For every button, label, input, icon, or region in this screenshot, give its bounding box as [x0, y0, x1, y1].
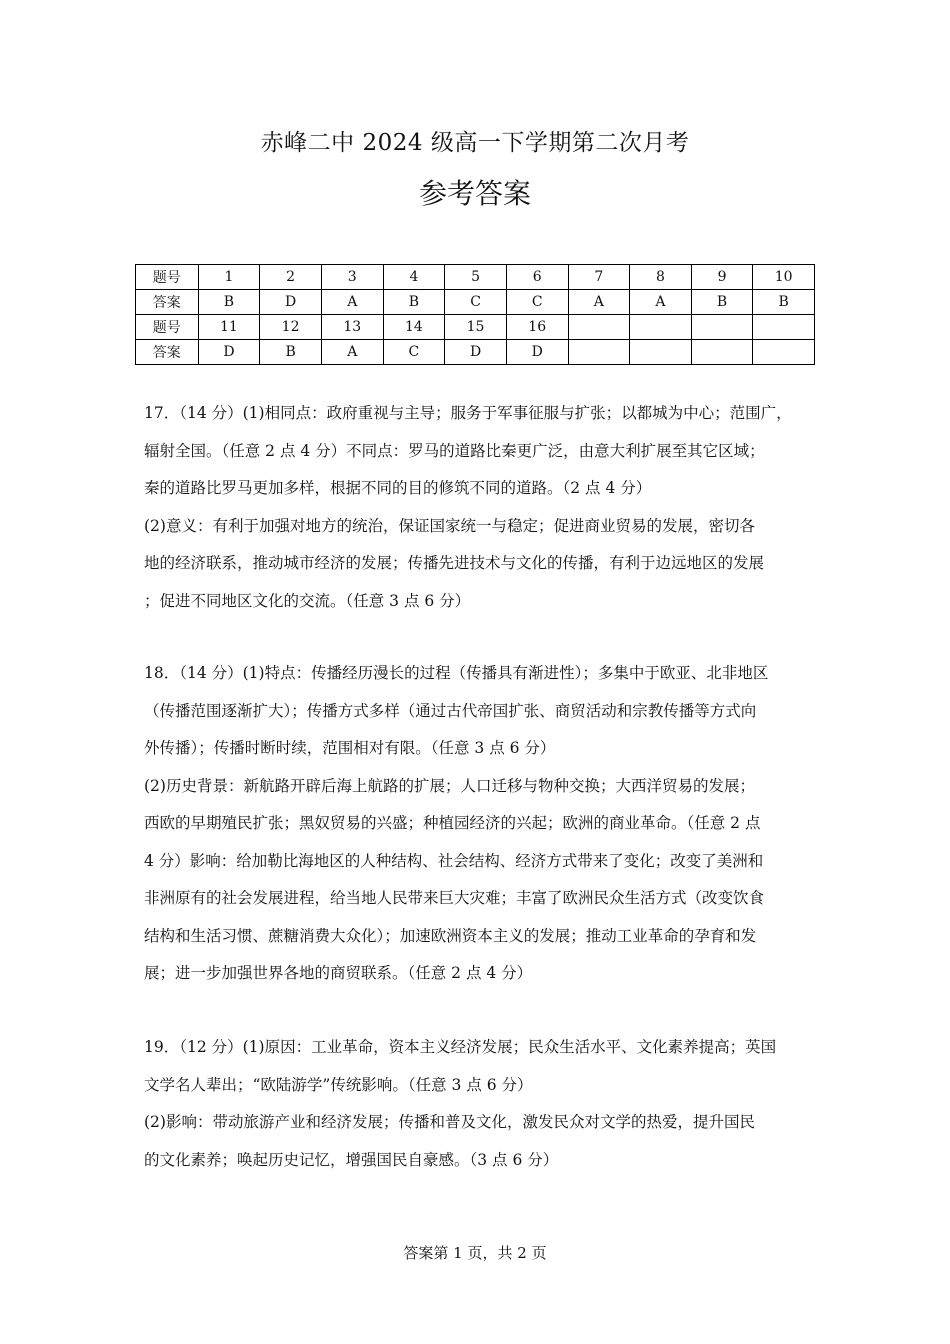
row-header: 答案: [136, 290, 199, 315]
table-cell: D: [260, 290, 322, 315]
table-cell: 4: [383, 265, 445, 290]
table-cell: 16: [506, 315, 568, 340]
table-cell: [568, 340, 630, 365]
table-cell: A: [321, 290, 383, 315]
answer-line: 17．（14 分）(1)相同点：政府重视与主导；服务于军事征服与扩张；以都城为中心；范围广，: [144, 404, 792, 422]
question-18: [144, 655, 834, 993]
table-cell: 8: [630, 265, 692, 290]
table-cell: B: [198, 290, 260, 315]
question-17: [144, 395, 834, 620]
answer-line: 外传播）；传播时断时续，范围相对有限。（任意 3 点 6 分）: [144, 739, 556, 757]
table-cell: 10: [753, 265, 815, 290]
row-header: 题号: [136, 315, 199, 340]
table-cell: [691, 315, 753, 340]
table-cell: 6: [506, 265, 568, 290]
table-cell: D: [445, 340, 507, 365]
table-cell: C: [383, 340, 445, 365]
table-cell: 13: [321, 315, 383, 340]
table-cell: B: [753, 290, 815, 315]
answer-line: 西欧的早期殖民扩张；黑奴贸易的兴盛；种植园经济的兴起；欧洲的商业革命。（任意 2 点: [144, 814, 761, 832]
question-19: [144, 1029, 834, 1179]
answer-line: 秦的道路比罗马更加多样，根据不同的目的修筑不同的道路。（2 点 4 分）: [144, 479, 652, 497]
table-cell: [691, 340, 753, 365]
table-cell: [630, 315, 692, 340]
table-row: [136, 265, 815, 290]
table-cell: 1: [198, 265, 260, 290]
table-cell: 9: [691, 265, 753, 290]
answer-table: [135, 264, 815, 365]
table-cell: [568, 315, 630, 340]
answer-line: 地的经济联系，推动城市经济的发展；传播先进技术与文化的传播，有利于边远地区的发展: [144, 554, 765, 572]
table-cell: [753, 315, 815, 340]
answer-line: (2)意义：有利于加强对地方的统治，保证国家统一与稳定；促进商业贸易的发展，密切各: [144, 516, 755, 535]
table-cell: B: [260, 340, 322, 365]
row-header: 题号: [136, 265, 199, 290]
answer-line: 4 分）影响：给加勒比海地区的人种结构、社会结构、经济方式带来了变化；改变了美洲和: [144, 851, 764, 870]
table-cell: 3: [321, 265, 383, 290]
answer-line: 19．（12 分）(1)原因：工业革命，资本主义经济发展；民众生活水平、文化素养提高；英国: [144, 1038, 777, 1056]
table-cell: A: [568, 290, 630, 315]
table-cell: B: [383, 290, 445, 315]
table-cell: D: [506, 340, 568, 365]
answer-line: 展；进一步加强世界各地的商贸联系。（任意 2 点 4 分）: [144, 964, 533, 982]
table-cell: 7: [568, 265, 630, 290]
table-cell: 14: [383, 315, 445, 340]
answer-line: 结构和生活习惯、蔗糖消费大众化）；加速欧洲资本主义的发展；推动工业革命的孕育和发: [144, 926, 757, 945]
table-cell: D: [198, 340, 260, 365]
table-cell: 11: [198, 315, 260, 340]
answer-line: 辐射全国。（任意 2 点 4 分）不同点：罗马的道路比秦更广泛，由意大利扩展至其它区域；: [144, 441, 765, 460]
table-row: [136, 340, 815, 365]
page-title: 赤峰二中 2024 级高一下学期第二次月考: [260, 130, 690, 156]
answer-line: 18．（14 分）(1)特点：传播经历漫长的过程（传播具有渐进性）；多集中于欧亚、北非地区: [144, 664, 769, 682]
table-cell: [630, 340, 692, 365]
table-cell: 15: [445, 315, 507, 340]
table-cell: 5: [445, 265, 507, 290]
page-subtitle: 参考答案: [418, 177, 531, 210]
table-row: [136, 315, 815, 340]
table-cell: A: [321, 340, 383, 365]
answer-line: (2)影响：带动旅游产业和经济发展；传播和普及文化，激发民众对文学的热爱，提升国民: [144, 1113, 755, 1131]
answer-line: 的文化素养；唤起历史记忆，增强国民自豪感。（3 点 6 分）: [144, 1150, 559, 1169]
row-header: 答案: [136, 340, 199, 365]
answer-line: (2)历史背景：新航路开辟后海上航路的扩展；人口迁移与物种交换；大西洋贸易的发展；: [144, 776, 755, 795]
answer-line: （传播范围逐渐扩大）；传播方式多样（通过古代帝国扩张、商贸活动和宗教传播等方式向: [144, 701, 757, 720]
table-cell: 12: [260, 315, 322, 340]
table-row: [136, 290, 815, 315]
table-cell: [753, 340, 815, 365]
answer-line: 非洲原有的社会发展进程，给当地人民带来巨大灾难；丰富了欧洲民众生活方式（改变饮食: [144, 889, 765, 907]
table-cell: A: [630, 290, 692, 315]
table-cell: C: [445, 290, 507, 315]
answer-line: 文学名人辈出；“欧陆游学”传统影响。（任意 3 点 6 分）: [144, 1075, 533, 1094]
table-cell: 2: [260, 265, 322, 290]
page-footer: 答案第 1 页，共 2 页: [403, 1244, 547, 1262]
table-cell: B: [691, 290, 753, 315]
table-cell: C: [506, 290, 568, 315]
answer-line: ；促进不同地区文化的交流。（任意 3 点 6 分）: [144, 591, 471, 610]
